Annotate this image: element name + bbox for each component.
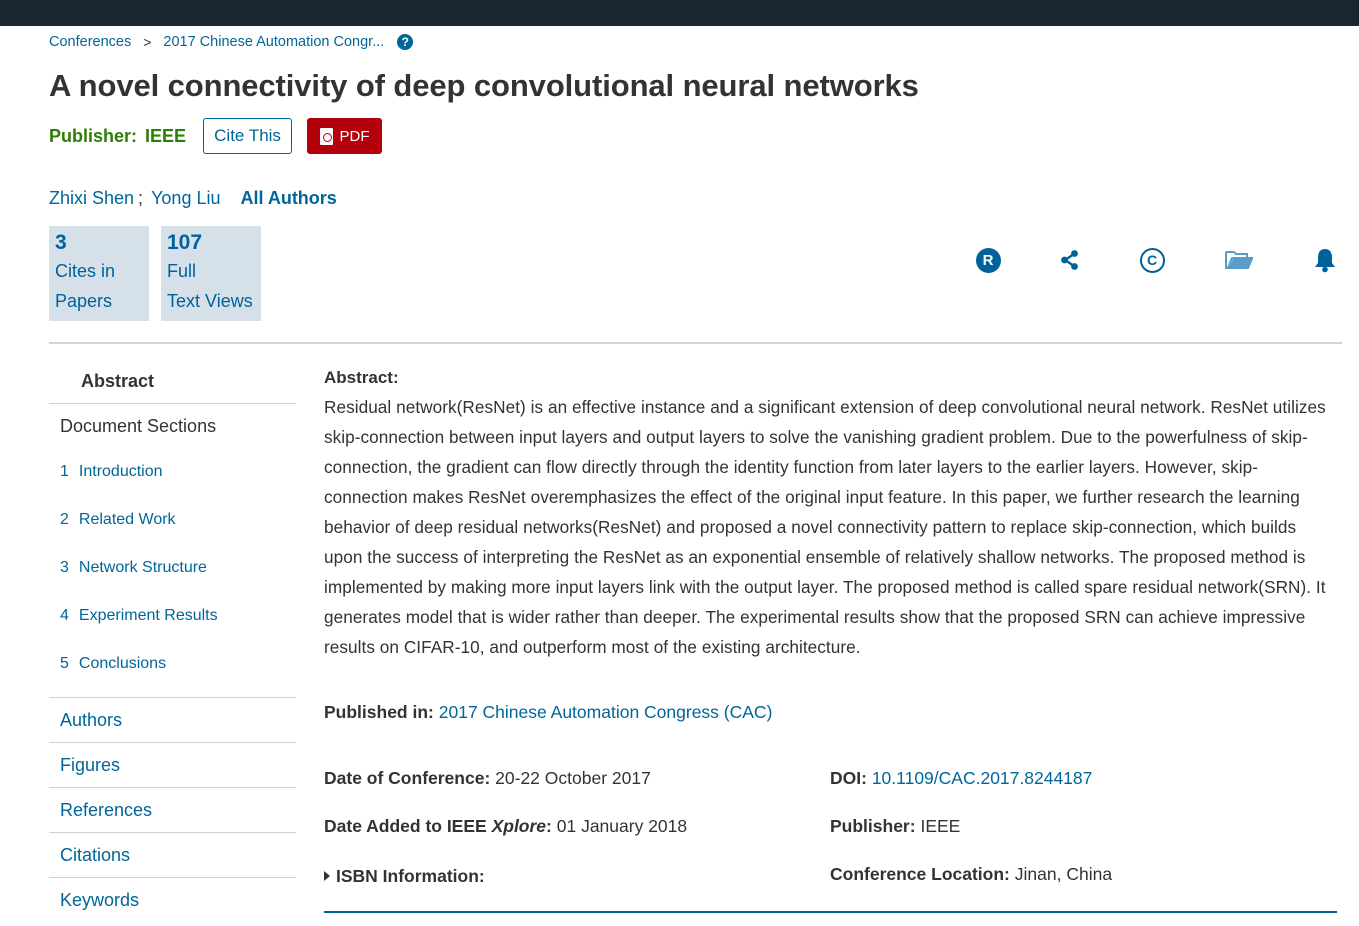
document-sidebar [49, 360, 296, 923]
publisher-row [49, 118, 382, 154]
metric-label: Papers [55, 291, 113, 311]
publisher-info [49, 126, 186, 147]
section-label: Network Structure [78, 559, 207, 576]
sidebar-section-network-structure[interactable] [49, 544, 296, 592]
metric-value: 3 [55, 231, 67, 254]
conference-location-label: Conference Location: [830, 864, 1010, 884]
publisher-value: IEEE [145, 125, 187, 146]
sidebar-document-sections-heading: Document Sections [60, 415, 217, 436]
metric-label: Full [167, 261, 197, 281]
caret-right-icon [324, 871, 330, 881]
published-in-link[interactable]: 2017 Chinese Automation Congress (CAC) [438, 702, 773, 722]
doi-label: DOI: [830, 768, 867, 788]
help-icon[interactable]: ? [397, 34, 413, 50]
meta-publisher-label: Publisher: [830, 816, 916, 836]
sidebar-divider [49, 688, 296, 698]
section-label: Conclusions [78, 655, 167, 672]
section-label: Experiment Results [78, 607, 218, 624]
section-number: 5 [60, 655, 69, 672]
sidebar-item-figures[interactable]: Figures [49, 743, 296, 788]
sidebar-section-introduction[interactable] [49, 448, 296, 496]
metric-value: 107 [167, 231, 203, 254]
copyright-button[interactable] [1138, 246, 1166, 274]
breadcrumb-conferences-link[interactable]: Conferences [49, 34, 132, 50]
abstract-heading: Abstract: [324, 368, 399, 387]
date-of-conference [324, 768, 651, 789]
sidebar-item-abstract[interactable]: Abstract [49, 360, 296, 404]
alerts-button[interactable] [1311, 246, 1339, 274]
abstract-text: Residual network(ResNet) is an effective instance and a significant extension of deep convolutional neural network. ResNet utilizes skip-connection between input layers and output layers to solve the vanishing gradient problem. Due to the powerfulness of skip-connection, the gradient can flow directly through the identity function from later layers to the earlier layers. However, skip-connection makes ResNet overemphasizes the effect of the original input feature. In this paper, we further research the learning behavior of deep residual networks(ResNet) and proposed a novel connectivity pattern to replace skip-connection, which builds upon the success of interpreting the ResNet as an exponential ensemble of relatively shallow networks. The proposed method is implemented by making more input layers link with the output layer. The proposed method is called spare residual network(SRN). It generates model that is wider rather than deeper. The experimental results show that the proposed SRN can achieve impressive results on CIFAR-10, and outperform most of the existing architecture. [324, 397, 1326, 657]
folder-icon [1225, 249, 1255, 271]
isbn-toggle[interactable] [324, 866, 485, 887]
breadcrumb-separator: > [143, 34, 152, 50]
sidebar-item-keywords[interactable]: Keywords [60, 890, 140, 910]
authors-row [49, 188, 337, 209]
sidebar-item-references[interactable]: References [49, 788, 296, 833]
all-authors-link[interactable]: All Authors [240, 188, 337, 208]
author-link[interactable]: Zhixi Shen [49, 188, 135, 208]
pdf-button[interactable] [307, 118, 382, 154]
sidebar-section-experiment-results[interactable] [49, 592, 296, 640]
doi [830, 768, 1092, 789]
section-number: 1 [60, 463, 69, 480]
author-link[interactable]: Yong Liu [151, 188, 221, 208]
sidebar-item-citations[interactable]: Citations [49, 833, 296, 878]
published-in-label: Published in: [324, 702, 434, 722]
full-text-views-metric[interactable] [161, 226, 261, 321]
cite-this-button[interactable]: Cite This [203, 118, 292, 154]
conference-location [830, 864, 1112, 885]
date-of-conference-label: Date of Conference: [324, 768, 491, 788]
section-number: 4 [60, 607, 69, 624]
author-separator: ; [138, 188, 144, 208]
sidebar-item-authors[interactable]: Authors [49, 698, 296, 743]
breadcrumb-conference-link[interactable]: 2017 Chinese Automation Congr... [163, 34, 385, 50]
breadcrumb [49, 33, 413, 51]
metric-label: Cites in [55, 261, 116, 281]
rights-r-icon: R [976, 248, 1001, 273]
date-added-value: 01 January 2018 [556, 816, 688, 836]
meta-publisher-value: IEEE [920, 816, 961, 836]
save-to-folder-button[interactable] [1225, 246, 1255, 274]
top-navigation-bar [0, 0, 1359, 26]
section-number: 3 [60, 559, 69, 576]
date-of-conference-value: 20-22 October 2017 [495, 768, 651, 788]
copyright-icon: C [1140, 248, 1165, 273]
doi-link[interactable]: 10.1109/CAC.2017.8244187 [871, 768, 1093, 788]
metadata-bottom-divider [324, 911, 1337, 913]
bell-icon [1313, 247, 1337, 273]
cites-in-papers-metric[interactable] [49, 226, 149, 321]
section-label: Related Work [78, 511, 176, 528]
metric-label: Text Views [167, 291, 253, 311]
share-button[interactable] [1056, 246, 1084, 274]
sidebar-section-conclusions[interactable] [49, 640, 296, 688]
pdf-file-icon [320, 128, 333, 145]
publisher-label: Publisher: [49, 125, 138, 146]
rights-permissions-button[interactable] [974, 246, 1002, 274]
meta-publisher [830, 816, 960, 837]
conference-location-value: Jinan, China [1014, 864, 1113, 884]
section-label: Introduction [78, 463, 163, 480]
date-added-label: Date Added to IEEE Xplore: [324, 816, 552, 836]
date-added [324, 816, 687, 837]
pdf-button-label: PDF [339, 127, 370, 145]
page-title: A novel connectivity of deep convolutional neural networks [49, 68, 919, 103]
share-icon [1059, 249, 1081, 271]
sidebar-section-related-work[interactable] [49, 496, 296, 544]
section-divider [49, 342, 1342, 344]
isbn-label: ISBN Information: [336, 866, 485, 886]
published-in [324, 702, 772, 723]
section-number: 2 [60, 511, 69, 528]
